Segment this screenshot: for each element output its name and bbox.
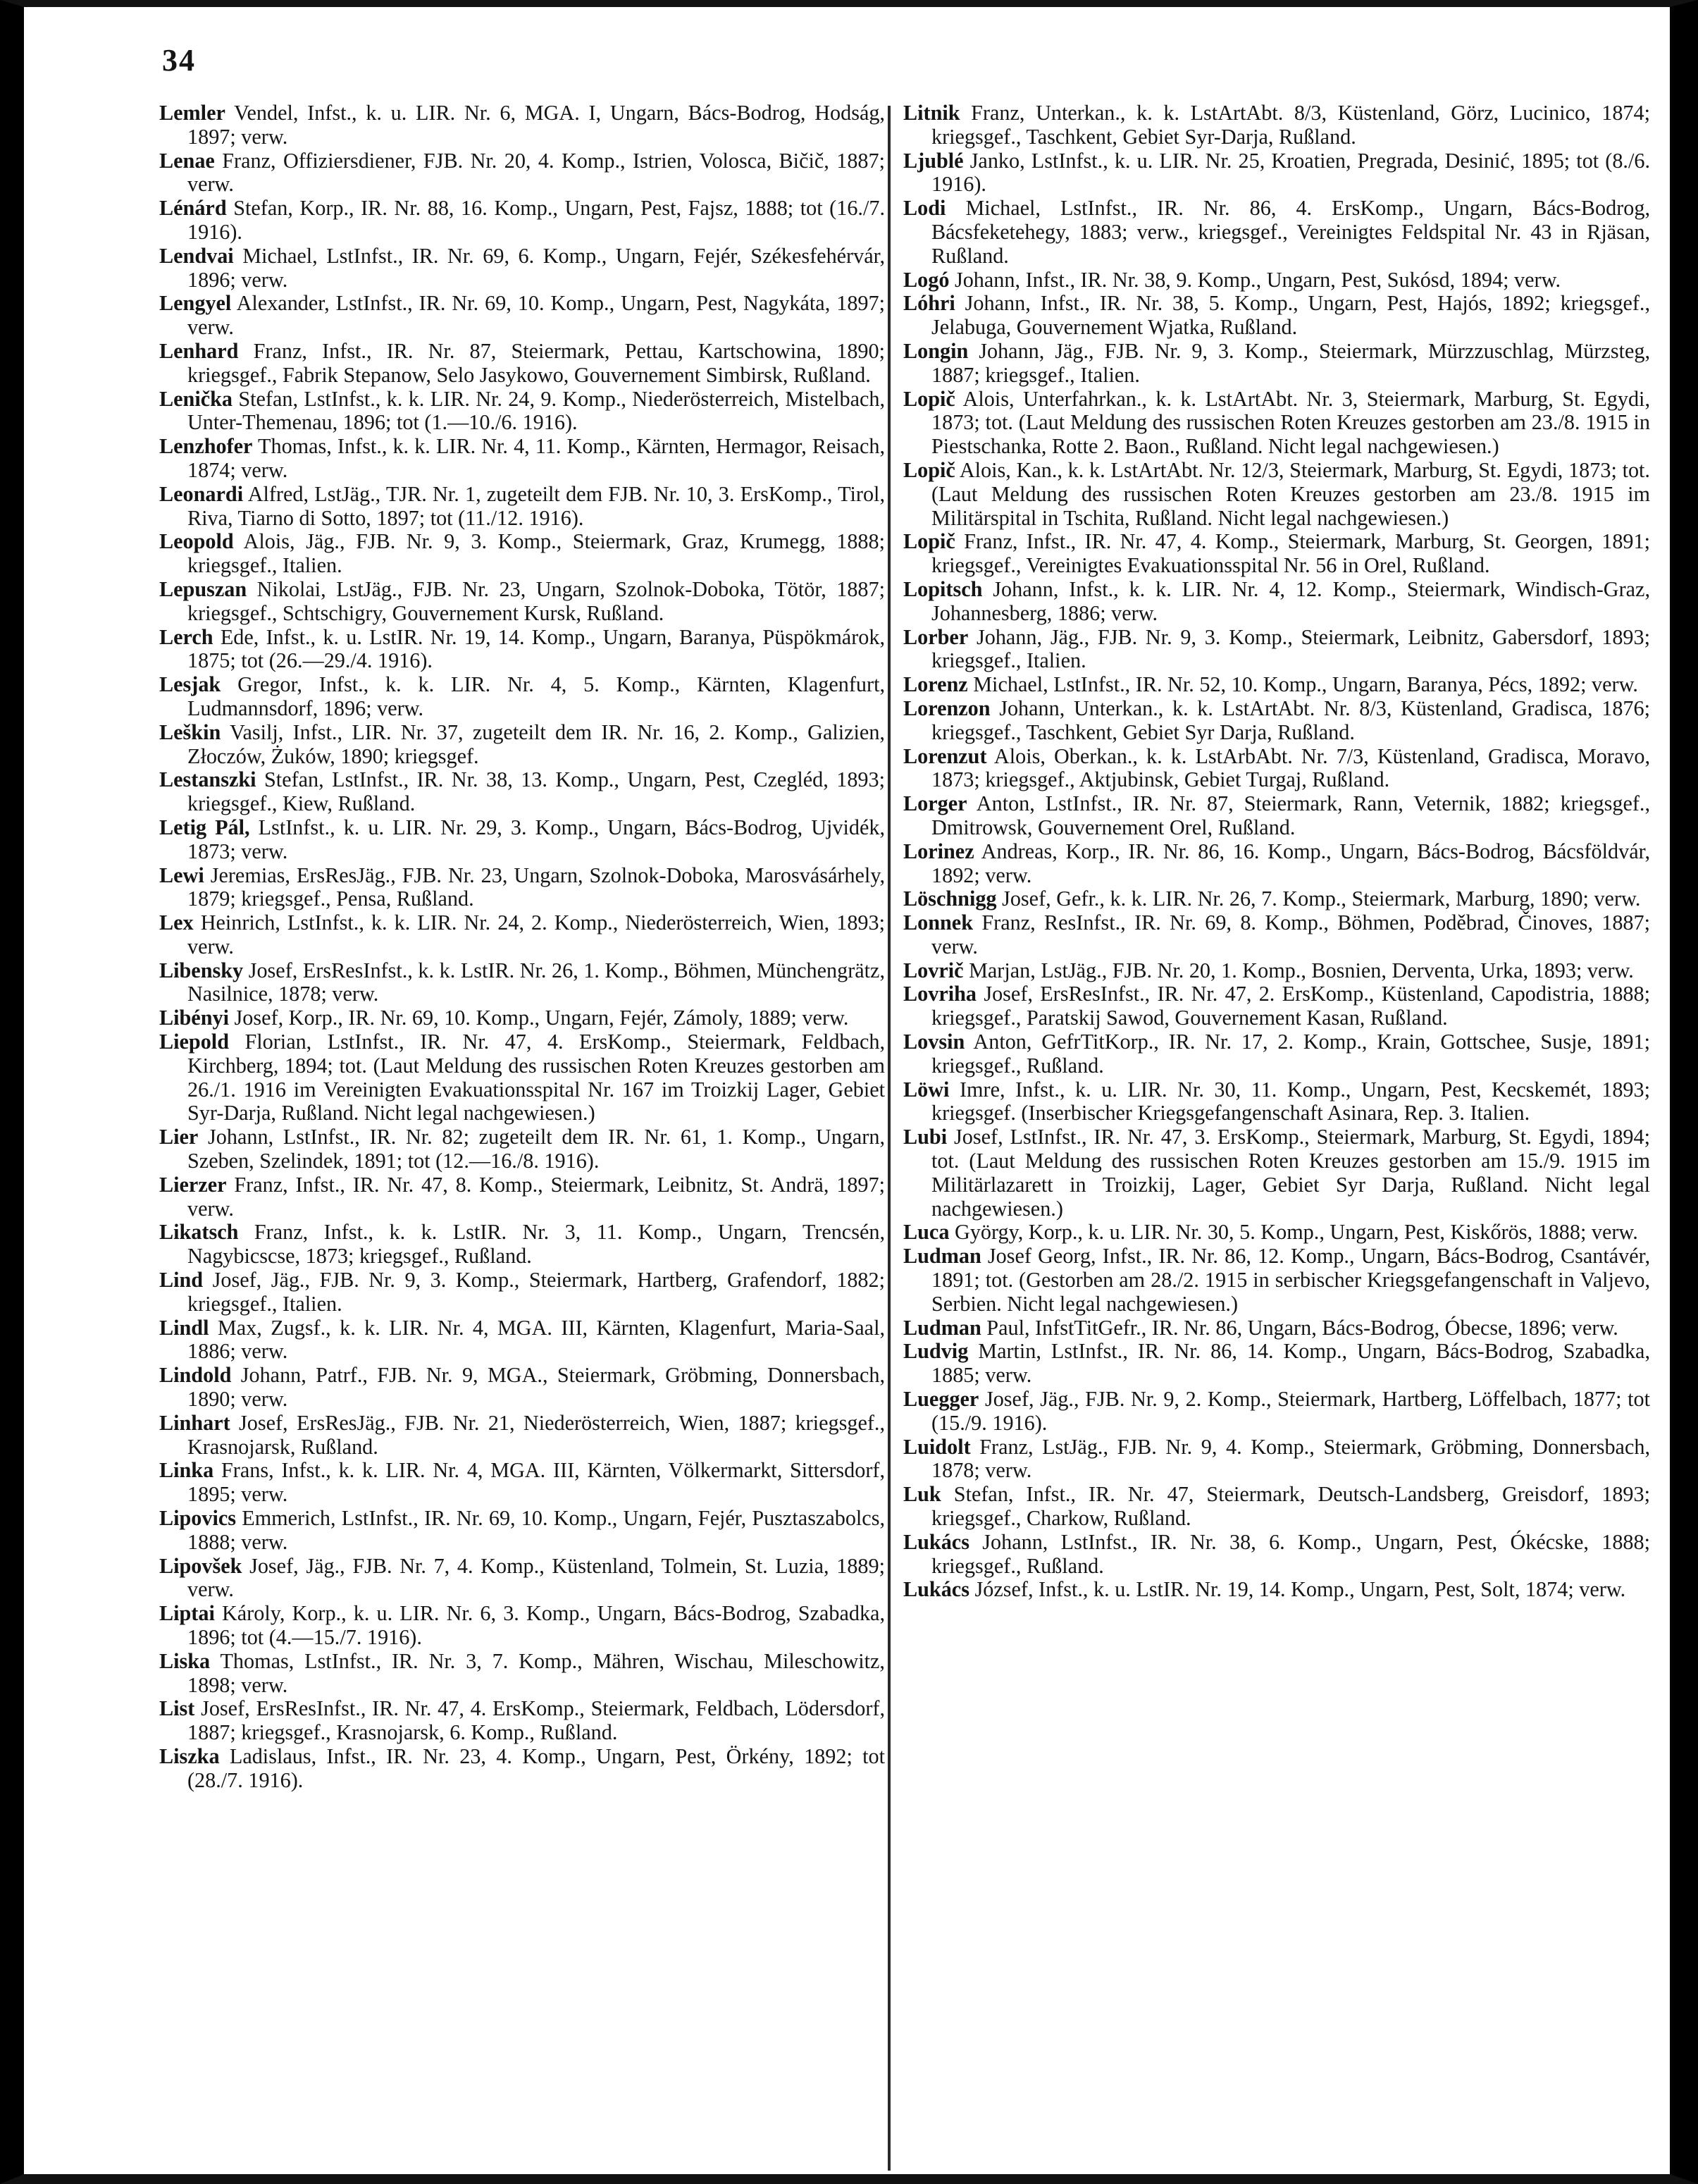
entry-details: Andreas, Korp., IR. Nr. 86, 16. Komp., Ungarn, Bács-Bodrog, Bácsföldvár, 1892; verw.	[931, 839, 1650, 887]
column-divider	[888, 106, 891, 2171]
entry-details: Paul, InfstTitGefr., IR. Nr. 86, Ungarn, Bács-Bodrog, Óbecse, 1896; verw.	[986, 1315, 1618, 1340]
entry-surname: Litnik	[903, 101, 960, 125]
entry-details: Max, Zugsf., k. k. LIR. Nr. 4, MGA. III, Kärnten, Klagenfurt, Maria-Saal, 1886; verw.	[187, 1315, 885, 1364]
list-entry	[159, 1555, 885, 1603]
entry-surname: Lonnek	[903, 911, 973, 935]
list-entry	[159, 197, 885, 245]
entry-surname: Ludvig	[903, 1339, 969, 1364]
entry-surname: Liszka	[159, 1744, 220, 1768]
entry-details: Alois, Jäg., FJB. Nr. 9, 3. Komp., Steiermark, Graz, Krumegg, 1888; kriegsgef., Italien.	[187, 529, 885, 578]
entry-details: Vendel, Infst., k. u. LIR. Nr. 6, MGA. I, Ungarn, Bács-Bodrog, Hodság, 1897; verw.	[187, 101, 885, 149]
list-entry	[903, 1340, 1650, 1388]
entry-details: Janko, LstInfst., k. u. LIR. Nr. 25, Kroatien, Pregrada, Desinić, 1895; tot (8./6. 1916).	[931, 148, 1650, 197]
entry-surname: Linka	[159, 1458, 214, 1483]
list-entry	[159, 816, 885, 864]
entry-surname: Lorenzon	[903, 696, 991, 720]
entry-details: Johann, LstInfst., IR. Nr. 38, 6. Komp., Ungarn, Pest, Ókécske, 1888; kriegsgef., Rußland.	[931, 1529, 1650, 1578]
list-entry	[903, 292, 1650, 340]
entry-surname: Lukács	[903, 1529, 969, 1554]
entry-details: Alfred, LstJäg., TJR. Nr. 1, zugeteilt dem FJB. Nr. 10, 3. ErsKomp., Tirol, Riva, Tiarno di Sotto, 1897; tot (11./12. 1916).	[187, 481, 885, 530]
entry-surname: Libényi	[159, 1006, 229, 1030]
entry-surname: Lukács	[903, 1577, 969, 1602]
list-entry	[159, 1650, 885, 1698]
entry-surname: Luegger	[903, 1387, 979, 1412]
list-entry	[903, 1531, 1650, 1579]
list-entry	[903, 745, 1650, 793]
entry-details: Franz, Infst., IR. Nr. 87, Steiermark, Pettau, Kartschowina, 1890; kriegsgef., Fabrik Stepanow, Selo Jasykowo, Gouvernement Simbirsk, Rußland.	[187, 338, 885, 387]
entry-details: Johann, Unterkan., k. k. LstArtAbt. Nr. 8/3, Küstenland, Gradisca, 1876; kriegsgef., Taschkent, Gebiet Syr Darja, Rußland.	[931, 696, 1650, 744]
entry-details: Stefan, Korp., IR. Nr. 88, 16. Komp., Ungarn, Pest, Fajsz, 1888; tot (16./7. 1916).	[187, 196, 885, 244]
entry-surname: Likatsch	[159, 1220, 239, 1245]
entry-details: Johann, Infst., IR. Nr. 38, 9. Komp., Ungarn, Pest, Sukósd, 1894; verw.	[954, 267, 1561, 292]
entry-surname: Ludman	[903, 1315, 981, 1340]
list-entry	[159, 864, 885, 912]
entry-surname: Lorenz	[903, 672, 968, 697]
list-entry	[159, 340, 885, 388]
entry-details: Josef Georg, Infst., IR. Nr. 86, 12. Komp., Ungarn, Bács-Bodrog, Csantávér, 1891; tot. (Gestorben am 28./2. 1915 in serbischer Kriegsgefangenschaft in Valjevo, Serbien. Nicht legal nachgewiesen.)	[931, 1244, 1650, 1316]
entry-surname: Luk	[903, 1482, 941, 1507]
entry-surname: Lóhri	[903, 291, 955, 316]
entry-details: Franz, Infst., IR. Nr. 47, 8. Komp., Steiermark, Leibnitz, St. Andrä, 1897; verw.	[187, 1172, 885, 1221]
entry-details: Anton, GefrTitKorp., IR. Nr. 17, 2. Komp., Krain, Gottschee, Susje, 1891; kriegsgef., Rußland.	[931, 1030, 1650, 1078]
entry-details: Franz, ResInfst., IR. Nr. 69, 8. Komp., Böhmen, Poděbrad, Činoves, 1887; verw.	[931, 911, 1650, 958]
entry-details: Johann, Jäg., FJB. Nr. 9, 3. Komp., Steiermark, Leibnitz, Gabersdorf, 1893; kriegsgef., Italien.	[931, 624, 1650, 673]
list-entry	[159, 101, 885, 149]
entry-surname: Ljublé	[903, 148, 964, 173]
entry-surname: Lopič	[903, 529, 955, 554]
list-entry	[159, 721, 885, 769]
entry-details: Marjan, LstJäg., FJB. Nr. 20, 1. Komp., Bosnien, Derventa, Urka, 1893; verw.	[969, 958, 1634, 982]
entry-details: Franz, LstJäg., FJB. Nr. 9, 4. Komp., Steiermark, Gröbming, Donnersbach, 1878; verw.	[931, 1434, 1650, 1483]
list-entry	[903, 1078, 1650, 1126]
entry-details: Josef, ErsResInfst., IR. Nr. 47, 2. ErsKomp., Küstenland, Capodistria, 1888; kriegsgef., Paratskij Sawod, Gouvernement Kasan, Rußland.	[931, 982, 1650, 1030]
list-entry	[159, 1459, 885, 1507]
list-entry	[903, 388, 1650, 459]
entry-surname: Liptai	[159, 1601, 215, 1626]
entry-details: Heinrich, LstInfst., k. k. LIR. Nr. 24, 2. Komp., Niederösterreich, Wien, 1893; verw.	[187, 911, 885, 958]
entry-details: Franz, Offiziersdiener, FJB. Nr. 20, 4. Komp., Istrien, Volosca, Bičič, 1887; verw.	[187, 148, 885, 197]
list-entry	[903, 626, 1650, 674]
entry-surname: Lindold	[159, 1363, 232, 1388]
entry-surname: Lénárd	[159, 196, 227, 221]
entry-details: Josef, Gefr., k. k. LIR. Nr. 26, 7. Komp., Steiermark, Marburg, 1890; verw.	[1002, 887, 1641, 911]
entry-details: Imre, Infst., k. u. LIR. Nr. 30, 11. Komp., Ungarn, Pest, Kecskemét, 1893; kriegsgef. (Inserbischer Kriegsgefangenschaft Asinara, Rep. 3. Italien.	[931, 1077, 1650, 1125]
entry-surname: Longin	[903, 338, 969, 363]
entry-surname: Lestanszki	[159, 767, 256, 792]
entry-surname: Lorger	[903, 791, 967, 816]
entry-details: Josef, Korp., IR. Nr. 69, 10. Komp., Ungarn, Fejér, Zámoly, 1889; verw.	[234, 1006, 849, 1030]
entry-surname: Lierzer	[159, 1172, 227, 1197]
entry-details: Emmerich, LstInfst., IR. Nr. 69, 10. Komp., Ungarn, Fejér, Pusztaszabolcs, 1888; verw.	[187, 1506, 885, 1554]
entry-details: Michael, LstInfst., IR. Nr. 69, 6. Komp., Ungarn, Fejér, Székesfehérvár, 1896; verw.	[187, 243, 885, 292]
entry-details: LstInfst., k. u. LIR. Nr. 29, 3. Komp., Ungarn, Bács-Bodrog, Ujvidék, 1873; verw.	[187, 815, 885, 863]
list-entry	[159, 911, 885, 959]
entry-surname: Liepold	[159, 1030, 229, 1054]
list-entry	[159, 673, 885, 721]
entry-details: Michael, LstInfst., IR. Nr. 86, 4. ErsKomp., Ungarn, Bács-Bodrog, Bácsfeketehegy, 1883; verw., kriegsgef., Vereinigtes Feldspital Nr. 43 in Rjäsan, Rußland.	[931, 196, 1650, 268]
entry-details: Michael, LstInfst., IR. Nr. 52, 10. Komp., Ungarn, Baranya, Pécs, 1892; verw.	[973, 672, 1638, 697]
list-entry	[159, 626, 885, 674]
entry-details: Alexander, LstInfst., IR. Nr. 69, 10. Komp., Ungarn, Pest, Nagykáta, 1897; verw.	[187, 291, 885, 340]
list-entry	[903, 459, 1650, 530]
entry-surname: Lorinez	[903, 839, 974, 863]
entry-surname: Lovriha	[903, 982, 977, 1006]
list-entry	[159, 1745, 885, 1793]
entry-details: Florian, LstInfst., IR. Nr. 47, 4. ErsKomp., Steiermark, Feldbach, Kirchberg, 1894; tot. (Laut Meldung des russischen Roten Kreuzes gestorben am 26./1. 1916 im Vereinigten Evakuationsspital Nr. 167 im Troizkij Lager, Gebiet Syr-Darja, Rußland. Nicht legal nachgewiesen.)	[187, 1030, 885, 1125]
entry-surname: Lenhard	[159, 338, 239, 363]
entry-surname: Lubi	[903, 1125, 948, 1149]
entry-details: Stefan, Infst., IR. Nr. 47, Steiermark, Deutsch-Landsberg, Greisdorf, 1893; kriegsgef., Charkow, Rußland.	[931, 1482, 1650, 1531]
left-column	[159, 101, 885, 2173]
list-entry	[903, 887, 1650, 911]
entry-details: Stefan, LstInfst., k. k. LIR. Nr. 24, 9. Komp., Niederösterreich, Mistelbach, Unter-Themenau, 1896; tot (1.—10./6. 1916).	[187, 386, 885, 435]
entry-surname: Löwi	[903, 1077, 950, 1102]
entry-details: Frans, Infst., k. k. LIR. Nr. 4, MGA. III, Kärnten, Völkermarkt, Sittersdorf, 1895; verw.	[187, 1458, 885, 1507]
list-entry	[903, 1221, 1650, 1245]
list-entry	[159, 483, 885, 531]
list-entry	[159, 1697, 885, 1745]
list-entry	[159, 245, 885, 292]
entry-details: József, Infst., k. u. LstIR. Nr. 19, 14. Komp., Ungarn, Pest, Solt, 1874; verw.	[974, 1577, 1626, 1602]
list-entry	[159, 1364, 885, 1412]
entry-details: Josef, ErsResJäg., FJB. Nr. 21, Niederösterreich, Wien, 1887; kriegsgef., Krasnojarsk, Rußland.	[187, 1410, 885, 1459]
list-entry	[903, 1125, 1650, 1221]
page-number: 34	[162, 43, 196, 78]
entry-surname: Ludman	[903, 1244, 981, 1269]
entry-surname: Liska	[159, 1648, 211, 1673]
list-entry	[903, 340, 1650, 388]
entry-surname: Luca	[903, 1220, 950, 1245]
list-entry	[903, 1578, 1650, 1602]
list-entry	[903, 530, 1650, 578]
entry-surname: Lorber	[903, 624, 969, 649]
entry-surname: Lopič	[903, 386, 955, 411]
entry-details: Thomas, LstInfst., IR. Nr. 3, 7. Komp., Mähren, Wischau, Mileschowitz, 1898; verw.	[187, 1648, 885, 1697]
list-entry	[159, 530, 885, 578]
entry-details: Alois, Unterfahrkan., k. k. LstArtAbt. Nr. 3, Steiermark, Marburg, St. Egydi, 1873; tot. (Laut Meldung des russischen Roten Kreuzes gestorben am 23./8. 1915 in Piestschanka, Rotte 2. Baon., Rußland. Nicht legal nachgewiesen.)	[931, 386, 1650, 459]
entry-surname: Lengyel	[159, 291, 232, 316]
entry-details: Stefan, LstInfst., IR. Nr. 38, 13. Komp., Ungarn, Pest, Czegléd, 1893; kriegsgef., Kiew, Rußland.	[187, 767, 885, 816]
list-entry	[903, 1316, 1650, 1340]
entry-surname: Lovsin	[903, 1030, 965, 1054]
entry-details: Nikolai, LstJäg., FJB. Nr. 23, Ungarn, Szolnok-Doboka, Tötör, 1887; kriegsgef., Schtschigry, Gouvernement Kursk, Rußland.	[187, 576, 885, 625]
entry-details: Josef, Jäg., FJB. Nr. 7, 4. Komp., Küstenland, Tolmein, St. Luzia, 1889; verw.	[187, 1553, 885, 1602]
entry-surname: Lenae	[159, 148, 215, 173]
entry-surname: Leonardi	[159, 481, 244, 506]
entry-surname: Leopold	[159, 529, 234, 554]
entry-surname: Lipovics	[159, 1506, 237, 1531]
entry-details: Franz, Unterkan., k. k. LstArtAbt. 8/3, Küstenland, Görz, Lucinico, 1874; kriegsgef., Taschkent, Gebiet Syr-Darja, Rußland.	[931, 101, 1650, 149]
entry-surname: Lopič	[903, 457, 955, 482]
entry-details: Martin, LstInfst., IR. Nr. 86, 14. Komp., Ungarn, Bács-Bodrog, Szabadka, 1885; verw.	[931, 1339, 1650, 1388]
entry-surname: Lier	[159, 1125, 199, 1149]
list-entry	[159, 959, 885, 1007]
entry-details: Alois, Kan., k. k. LstArtAbt. Nr. 12/3, Steiermark, Marburg, St. Egydi, 1873; tot. (Laut Meldung des russischen Roten Kreuzes gestorben am 23./8. 1915 im Militärspital in Tschita, Rußland. Nicht legal nachgewiesen.)	[931, 457, 1650, 530]
entry-surname: Lodi	[903, 196, 946, 221]
list-entry	[159, 149, 885, 197]
entry-details: Johann, Infst., IR. Nr. 38, 5. Komp., Ungarn, Pest, Hajós, 1892; kriegsgef., Jelabuga, Gouvernement Wjatka, Rußland.	[931, 291, 1650, 340]
entry-surname: Lenička	[159, 386, 233, 411]
entry-details: Josef, Jäg., FJB. Nr. 9, 3. Komp., Steiermark, Hartberg, Grafendorf, 1882; kriegsgef., Italien.	[187, 1268, 885, 1316]
list-entry	[159, 292, 885, 340]
list-entry	[159, 768, 885, 816]
entry-surname: Linhart	[159, 1410, 230, 1435]
list-entry	[903, 1245, 1650, 1316]
entry-details: Johann, Jäg., FJB. Nr. 9, 3. Komp., Steiermark, Mürzzuschlag, Mürzsteg, 1887; kriegsgef., Italien.	[931, 338, 1650, 387]
list-entry	[903, 1483, 1650, 1531]
entry-details: György, Korp., k. u. LIR. Nr. 30, 5. Komp., Ungarn, Pest, Kiskőrös, 1888; verw.	[954, 1220, 1638, 1245]
entry-details: Alois, Oberkan., k. k. LstArbAbt. Nr. 7/3, Küstenland, Gradisca, Moravo, 1873; kriegsgef., Aktjubinsk, Gebiet Turgaj, Rußland.	[931, 744, 1650, 792]
list-entry	[159, 578, 885, 626]
right-column	[903, 101, 1650, 2173]
list-entry	[159, 435, 885, 483]
entry-surname: Leškin	[159, 720, 221, 744]
entry-surname: Lesjak	[159, 672, 221, 697]
list-entry	[159, 1316, 885, 1364]
entry-surname: Lenzhofer	[159, 434, 253, 459]
entry-details: Johann, Patrf., FJB. Nr. 9, MGA., Steiermark, Gröbming, Donnersbach, 1890; verw.	[187, 1363, 885, 1412]
list-entry	[903, 792, 1650, 840]
entry-surname: List	[159, 1696, 195, 1721]
list-entry	[903, 101, 1650, 149]
entry-surname: Lepuszan	[159, 576, 247, 601]
entry-surname: Lex	[159, 911, 194, 935]
entry-details: Josef, ErsResInfst., IR. Nr. 47, 4. ErsKomp., Steiermark, Feldbach, Lödersdorf, 1887; kriegsgef., Krasnojarsk, 6. Komp., Rußland.	[187, 1696, 885, 1745]
list-entry	[903, 1388, 1650, 1436]
entry-surname: Luidolt	[903, 1434, 971, 1459]
entry-surname: Lindl	[159, 1315, 209, 1340]
entry-details: Vasilj, Infst., LIR. Nr. 37, zugeteilt dem IR. Nr. 16, 2. Komp., Galizien, Złoczów, Żuków, 1890; kriegsgef.	[187, 720, 885, 768]
entry-surname: Lopitsch	[903, 576, 983, 601]
list-entry	[903, 149, 1650, 197]
list-entry	[159, 1125, 885, 1173]
list-entry	[159, 1006, 885, 1030]
list-entry	[159, 388, 885, 436]
list-entry	[159, 1602, 885, 1650]
list-entry	[159, 1269, 885, 1316]
entry-surname: Lorenzut	[903, 744, 987, 768]
list-entry	[903, 1030, 1650, 1078]
entry-surname: Löschnigg	[903, 887, 997, 911]
list-entry	[159, 1221, 885, 1269]
list-entry	[903, 1436, 1650, 1483]
entry-details: Josef, LstInfst., IR. Nr. 47, 3. ErsKomp., Steiermark, Marburg, St. Egydi, 1894; tot. (Laut Meldung des russischen Roten Kreuzes gestorben am 15./9. 1915 im Militärlazarett in Troizkij, Lager, Gebiet Syr Darja, Rußland. Nicht legal nachgewiesen.)	[931, 1125, 1650, 1221]
entry-surname: Logó	[903, 267, 950, 292]
list-entry	[903, 840, 1650, 888]
list-entry	[903, 959, 1650, 983]
list-entry	[903, 269, 1650, 292]
entry-details: Ladislaus, Infst., IR. Nr. 23, 4. Komp., Ungarn, Pest, Örkény, 1892; tot (28./7. 1916).	[187, 1744, 885, 1792]
entry-details: Ede, Infst., k. u. LstIR. Nr. 19, 14. Komp., Ungarn, Baranya, Püspökmárok, 1875; tot (26.—29./4. 1916).	[187, 624, 885, 673]
entry-details: Johann, LstInfst., IR. Nr. 82; zugeteilt dem IR. Nr. 61, 1. Komp., Ungarn, Szeben, Szelindek, 1891; tot (12.—16./8. 1916).	[187, 1125, 885, 1173]
entry-surname: Lemler	[159, 101, 225, 125]
list-entry	[159, 1173, 885, 1221]
entry-details: Franz, Infst., k. k. LstIR. Nr. 3, 11. Komp., Ungarn, Trencsén, Nagybicscse, 1873; kriegsgef., Rußland.	[187, 1220, 885, 1269]
entry-surname: Lewi	[159, 863, 204, 887]
entry-details: Josef, Jäg., FJB. Nr. 9, 2. Komp., Steiermark, Hartberg, Löffelbach, 1877; tot (15./9. 1916).	[931, 1387, 1650, 1435]
entry-details: Gregor, Infst., k. k. LIR. Nr. 4, 5. Komp., Kärnten, Klagenfurt, Ludmannsdorf, 1896; verw.	[187, 672, 885, 720]
entry-surname: Lerch	[159, 624, 213, 649]
list-entry	[903, 982, 1650, 1030]
entry-details: Anton, LstInfst., IR. Nr. 87, Steiermark, Rann, Veternik, 1882; kriegsgef., Dmitrowsk, Gouvernement Orel, Rußland.	[931, 791, 1650, 839]
list-entry	[903, 673, 1650, 697]
entry-details: Josef, ErsResInfst., k. k. LstIR. Nr. 26, 1. Komp., Böhmen, Münchengrätz, Nasilnice, 1878; verw.	[187, 958, 885, 1006]
list-entry	[903, 578, 1650, 626]
list-entry	[159, 1030, 885, 1125]
entry-details: Johann, Infst., k. k. LIR. Nr. 4, 12. Komp., Steiermark, Windisch-Graz, Johannesberg, 1886; verw.	[931, 576, 1650, 625]
entry-surname: Lovrič	[903, 958, 964, 982]
entry-surname: Letig Pál,	[159, 815, 250, 839]
list-entry	[159, 1412, 885, 1460]
entry-surname: Lipovšek	[159, 1553, 242, 1578]
entry-details: Franz, Infst., IR. Nr. 47, 4. Komp., Steiermark, Marburg, St. Georgen, 1891; kriegsgef., Vereinigtes Evakuationsspital Nr. 56 in Orel, Rußland.	[931, 529, 1650, 578]
entry-surname: Lendvai	[159, 243, 234, 268]
list-entry	[903, 697, 1650, 745]
entry-details: Jeremias, ErsResJäg., FJB. Nr. 23, Ungarn, Szolnok-Doboka, Marosvásárhely, 1879; kriegsgef., Pensa, Rußland.	[187, 863, 885, 911]
list-entry	[903, 911, 1650, 959]
list-entry	[159, 1507, 885, 1555]
entry-surname: Lind	[159, 1268, 204, 1292]
list-entry	[903, 197, 1650, 268]
entry-details: Károly, Korp., k. u. LIR. Nr. 6, 3. Komp., Ungarn, Bács-Bodrog, Szabadka, 1896; tot (4.—15./7. 1916).	[187, 1601, 885, 1649]
entry-details: Thomas, Infst., k. k. LIR. Nr. 4, 11. Komp., Kärnten, Hermagor, Reisach, 1874; verw.	[187, 434, 885, 482]
entry-surname: Libensky	[159, 958, 244, 982]
